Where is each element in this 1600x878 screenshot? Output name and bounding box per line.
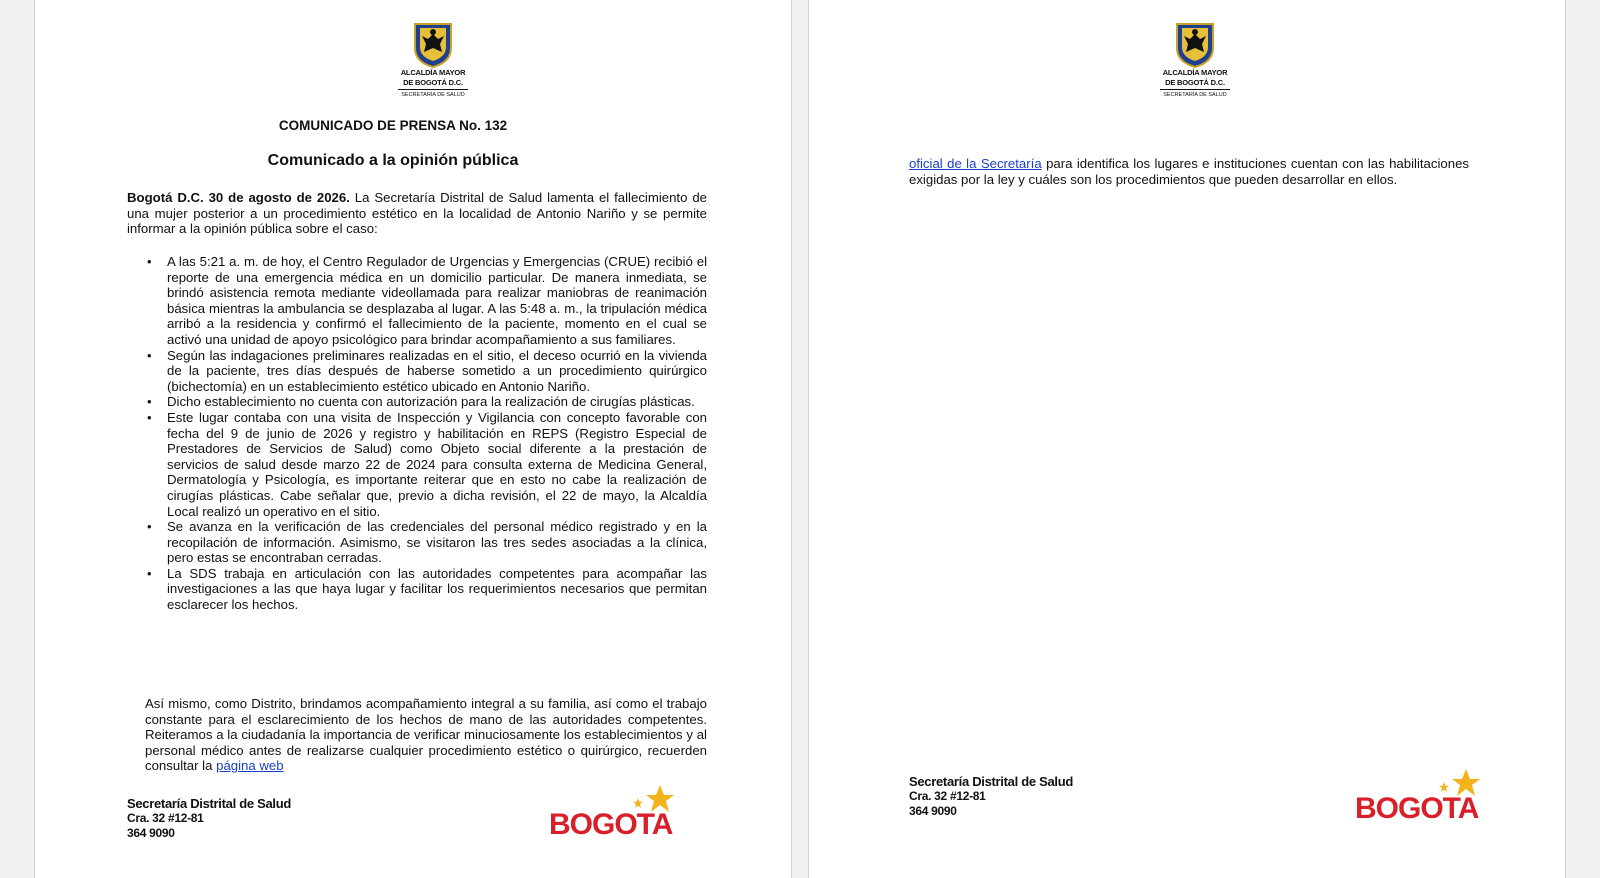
bullet-item: • Dicho establecimiento no cuenta con autorización para la realización de cirugías plásticas. [147, 394, 707, 410]
intro-paragraph [127, 190, 707, 237]
web-page-link[interactable]: página web [216, 758, 284, 774]
document-page-2 [808, 0, 1566, 878]
bullet-item: • Según las indagaciones preliminares realizadas en el sitio, el deceso ocurrió en la vivienda de la paciente, tres días después de haberse sometido a un procedimiento quirúrgico (bichectomía) en un establecimiento estético ubicado en Antonio Nariño. [147, 348, 707, 395]
bogota-wordmark: BOGOTA [549, 808, 673, 841]
header-seal [1135, 22, 1255, 99]
seal-line-2: DE BOGOTÁ D.C. [1165, 78, 1225, 87]
seal-line-2: DE BOGOTÁ D.C. [403, 78, 463, 87]
intro-dateline: Bogotá D.C. 30 de agosto de 2026. [127, 190, 350, 205]
footer-address: Cra. 32 #12-81 [909, 789, 986, 803]
bullet-item: • Se avanza en la verificación de las credenciales del personal médico registrado y en la recopilación de información. Asimismo, se visitaron las tres sedes asociadas a la clínica, pero estas se encontraban cerradas. [147, 519, 707, 566]
bullet-list [147, 254, 707, 613]
bullet-item: • Este lugar contaba con una visita de Inspección y Vigilancia con concepto favorable con fecha del 9 de junio de 2026 y registro y habilitación en REPS (Registro Especial de Prestadores de Servicios de Salud) como Objeto social diferente a la prestación de servicios de salud desde marzo 22 de 2024 para consulta externa de Medicina General, Dermatología y Psicología, es importante reiterar que en esto no cabe la realización de cirugías plásticas. Cabe señalar que, previo a dicha revisión, el 22 de mayo, la Alcaldía Local realizó un operativo en el sitio. [147, 410, 707, 519]
official-site-link[interactable]: oficial de la Secretaría [909, 156, 1042, 171]
bullet-item: • A las 5:21 a. m. de hoy, el Centro Regulador de Urgencias y Emergencias (CRUE) recibió el reporte de una emergencia médica en un domicilio particular. De manera inmediata, se brindó asistencia remota mediante videollamada para realizar maniobras de reanimación básica mientras la ambulancia se desplazaba al lugar. A las 5:48 a. m., la tripulación médica arribó a la residencia y confirmó el fallecimiento de la paciente, momento en el cual se activó una unidad de apoyo psicológico para brindar acompañamiento a sus familiares. [147, 254, 707, 348]
small-star-icon [633, 798, 643, 808]
closing-text: Así mismo, como Distrito, brindamos acompañamiento integral a su familia, así como el trabajo constante para el esclarecimiento de los hechos de mano de las autoridades competentes. Reiteramos a la ciudadanía la importancia de verificar minuciosamente los establecimientos y al personal médico antes de realizarse cualquier procedimiento estético o quirúrgico, recuerden consultar la [145, 696, 707, 774]
footer-address: Cra. 32 #12-81 [127, 811, 204, 825]
footer-org-name: Secretaría Distrital de Salud [909, 774, 1073, 789]
bullet-item: • La SDS trabaja en articulación con las autoridades competentes para acompañar las investigaciones a las que haya lugar y facilitar los requerimientos necesarios que permitan esclarecer los hechos. [147, 566, 707, 613]
footer-contact [127, 796, 291, 841]
footer-contact [909, 774, 1073, 819]
continuation-paragraph [909, 156, 1469, 187]
press-release-number: COMUNICADO DE PRENSA No. 132 [278, 118, 508, 133]
footer-org-name: Secretaría Distrital de Salud [127, 796, 291, 811]
closing-paragraph [145, 696, 707, 774]
seal-line-1: ALCALDÍA MAYOR [400, 68, 466, 77]
document-title: Comunicado a la opinión pública [267, 152, 519, 169]
coat-of-arms-icon [1174, 22, 1216, 68]
document-page-1 [34, 0, 792, 878]
header-seal [373, 22, 493, 99]
bogota-logo [549, 786, 673, 841]
bogota-logo [1355, 770, 1479, 825]
coat-of-arms-icon [412, 22, 454, 68]
bogota-wordmark: BOGOTA [1355, 792, 1479, 825]
footer-phone: 364 9090 [909, 804, 957, 818]
seal-subtitle: SECRETARÍA DE SALUD [1160, 89, 1230, 99]
footer-phone: 364 9090 [127, 826, 175, 840]
seal-line-1: ALCALDÍA MAYOR [1162, 68, 1228, 77]
small-star-icon [1439, 782, 1449, 792]
seal-subtitle: SECRETARÍA DE SALUD [398, 89, 468, 99]
intro-body: La Secretaría Distrital de Salud lamenta el fallecimiento de una mujer posterior a un procedimiento estético en la localidad de Antonio Nariño y se permite informar a la opinión pública sobre el caso: [127, 190, 707, 237]
continuation-text: para identifica los lugares e instituciones cuentan con las habilitaciones exigidas por la ley y cuáles son los procedimientos que pueden desarrollar en ellos. [909, 156, 1469, 187]
